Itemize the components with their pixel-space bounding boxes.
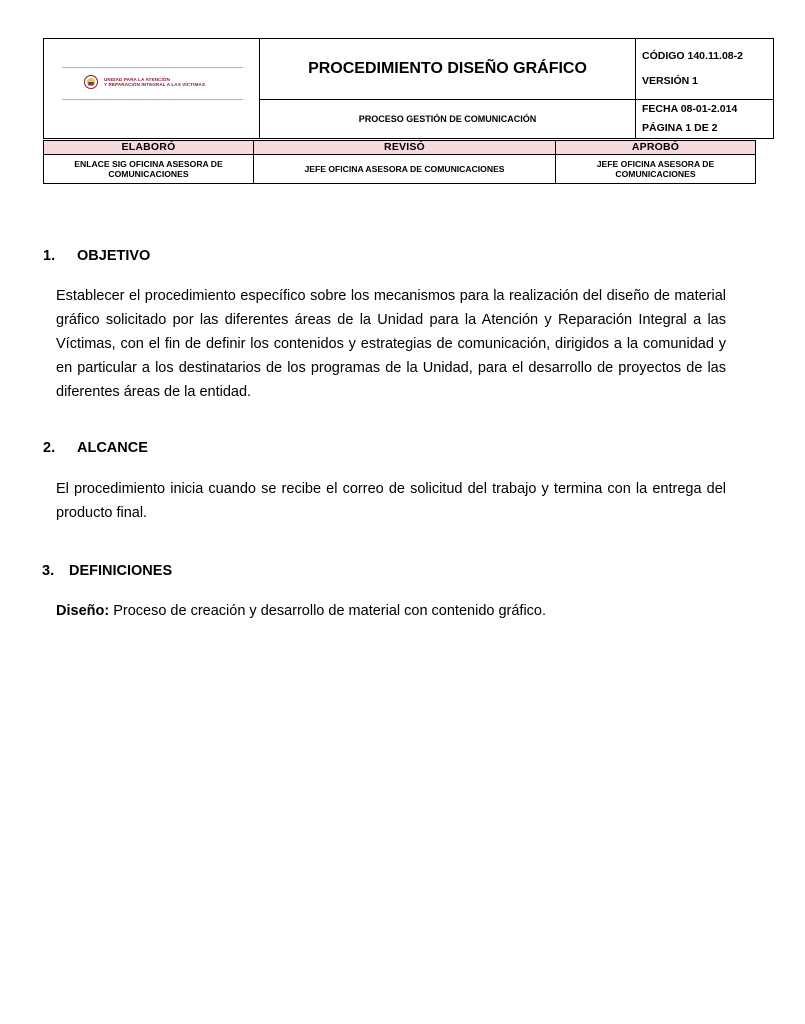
definicion-item bbox=[56, 599, 726, 623]
code-label: CÓDIGO 140.11.08-2 bbox=[642, 50, 743, 62]
logo-divider-bottom bbox=[62, 99, 243, 100]
definicion-text: Proceso de creación y desarrollo de material con contenido gráfico. bbox=[109, 603, 547, 619]
unidad-victimas-logo bbox=[84, 75, 205, 89]
meta-upper bbox=[636, 39, 774, 100]
definiciones-title: DEFINICIONES bbox=[69, 563, 173, 579]
meta-lower bbox=[636, 100, 774, 139]
alcance-number: 2. bbox=[43, 440, 56, 456]
version-label: VERSIÓN 1 bbox=[642, 75, 699, 87]
coat-of-arms-icon bbox=[84, 75, 98, 89]
objetivo-title: OBJETIVO bbox=[77, 248, 151, 264]
reviso-value: JEFE OFICINA ASESORA DE COMUNICACIONES bbox=[254, 155, 556, 184]
definiciones-number: 3. bbox=[42, 563, 55, 579]
alcance-title: ALCANCE bbox=[77, 440, 148, 456]
date-label: FECHA 08-01-2.014 bbox=[642, 103, 738, 115]
objetivo-text: Establecer el procedimiento específico sobre los mecanismos para la realización del diseño de material gráfico solicitado por las diferentes áreas de la Unidad para la Atención y Reparación Integral a las Víctimas, con el fin de definir los contenidos y estrategias de comunicación, dirigidos a la comunidad y en particular a los destinatarios de los programas de la Unidad, para el desarrollo de proyectos de las diferentes áreas de la entidad. bbox=[56, 288, 726, 400]
aprobo-header: APROBÓ bbox=[556, 141, 756, 155]
alcance-heading bbox=[43, 440, 148, 456]
elaboro-header: ELABORÓ bbox=[44, 141, 254, 155]
document-title: PROCEDIMIENTO DISEÑO GRÁFICO bbox=[260, 39, 636, 100]
definicion-term: Diseño: bbox=[56, 603, 110, 619]
objetivo-heading bbox=[43, 248, 150, 264]
approval-table bbox=[43, 140, 756, 184]
document-header bbox=[43, 38, 774, 139]
logo-text-line1: UNIDAD PARA LA ATENCIÓN bbox=[104, 76, 170, 82]
logo-divider-top bbox=[62, 67, 243, 68]
page-label: PÁGINA 1 DE 2 bbox=[642, 122, 718, 134]
reviso-header: REVISÓ bbox=[254, 141, 556, 155]
logo-cell bbox=[44, 39, 260, 139]
logo-text-line2: Y REPARACIÓN INTEGRAL A LAS VÍCTIMAS bbox=[104, 82, 206, 87]
aprobo-value: JEFE OFICINA ASESORA DE COMUNICACIONES bbox=[556, 155, 756, 184]
process-name: PROCESO GESTIÓN DE COMUNICACIÓN bbox=[260, 100, 636, 139]
alcance-text: El procedimiento inicia cuando se recibe el correo de solicitud del trabajo y termina con la entrega del producto final. bbox=[56, 481, 726, 521]
objetivo-number: 1. bbox=[43, 248, 56, 264]
elaboro-value: ENLACE SIG OFICINA ASESORA DE COMUNICACIONES bbox=[44, 155, 254, 184]
definiciones-heading bbox=[42, 563, 172, 579]
